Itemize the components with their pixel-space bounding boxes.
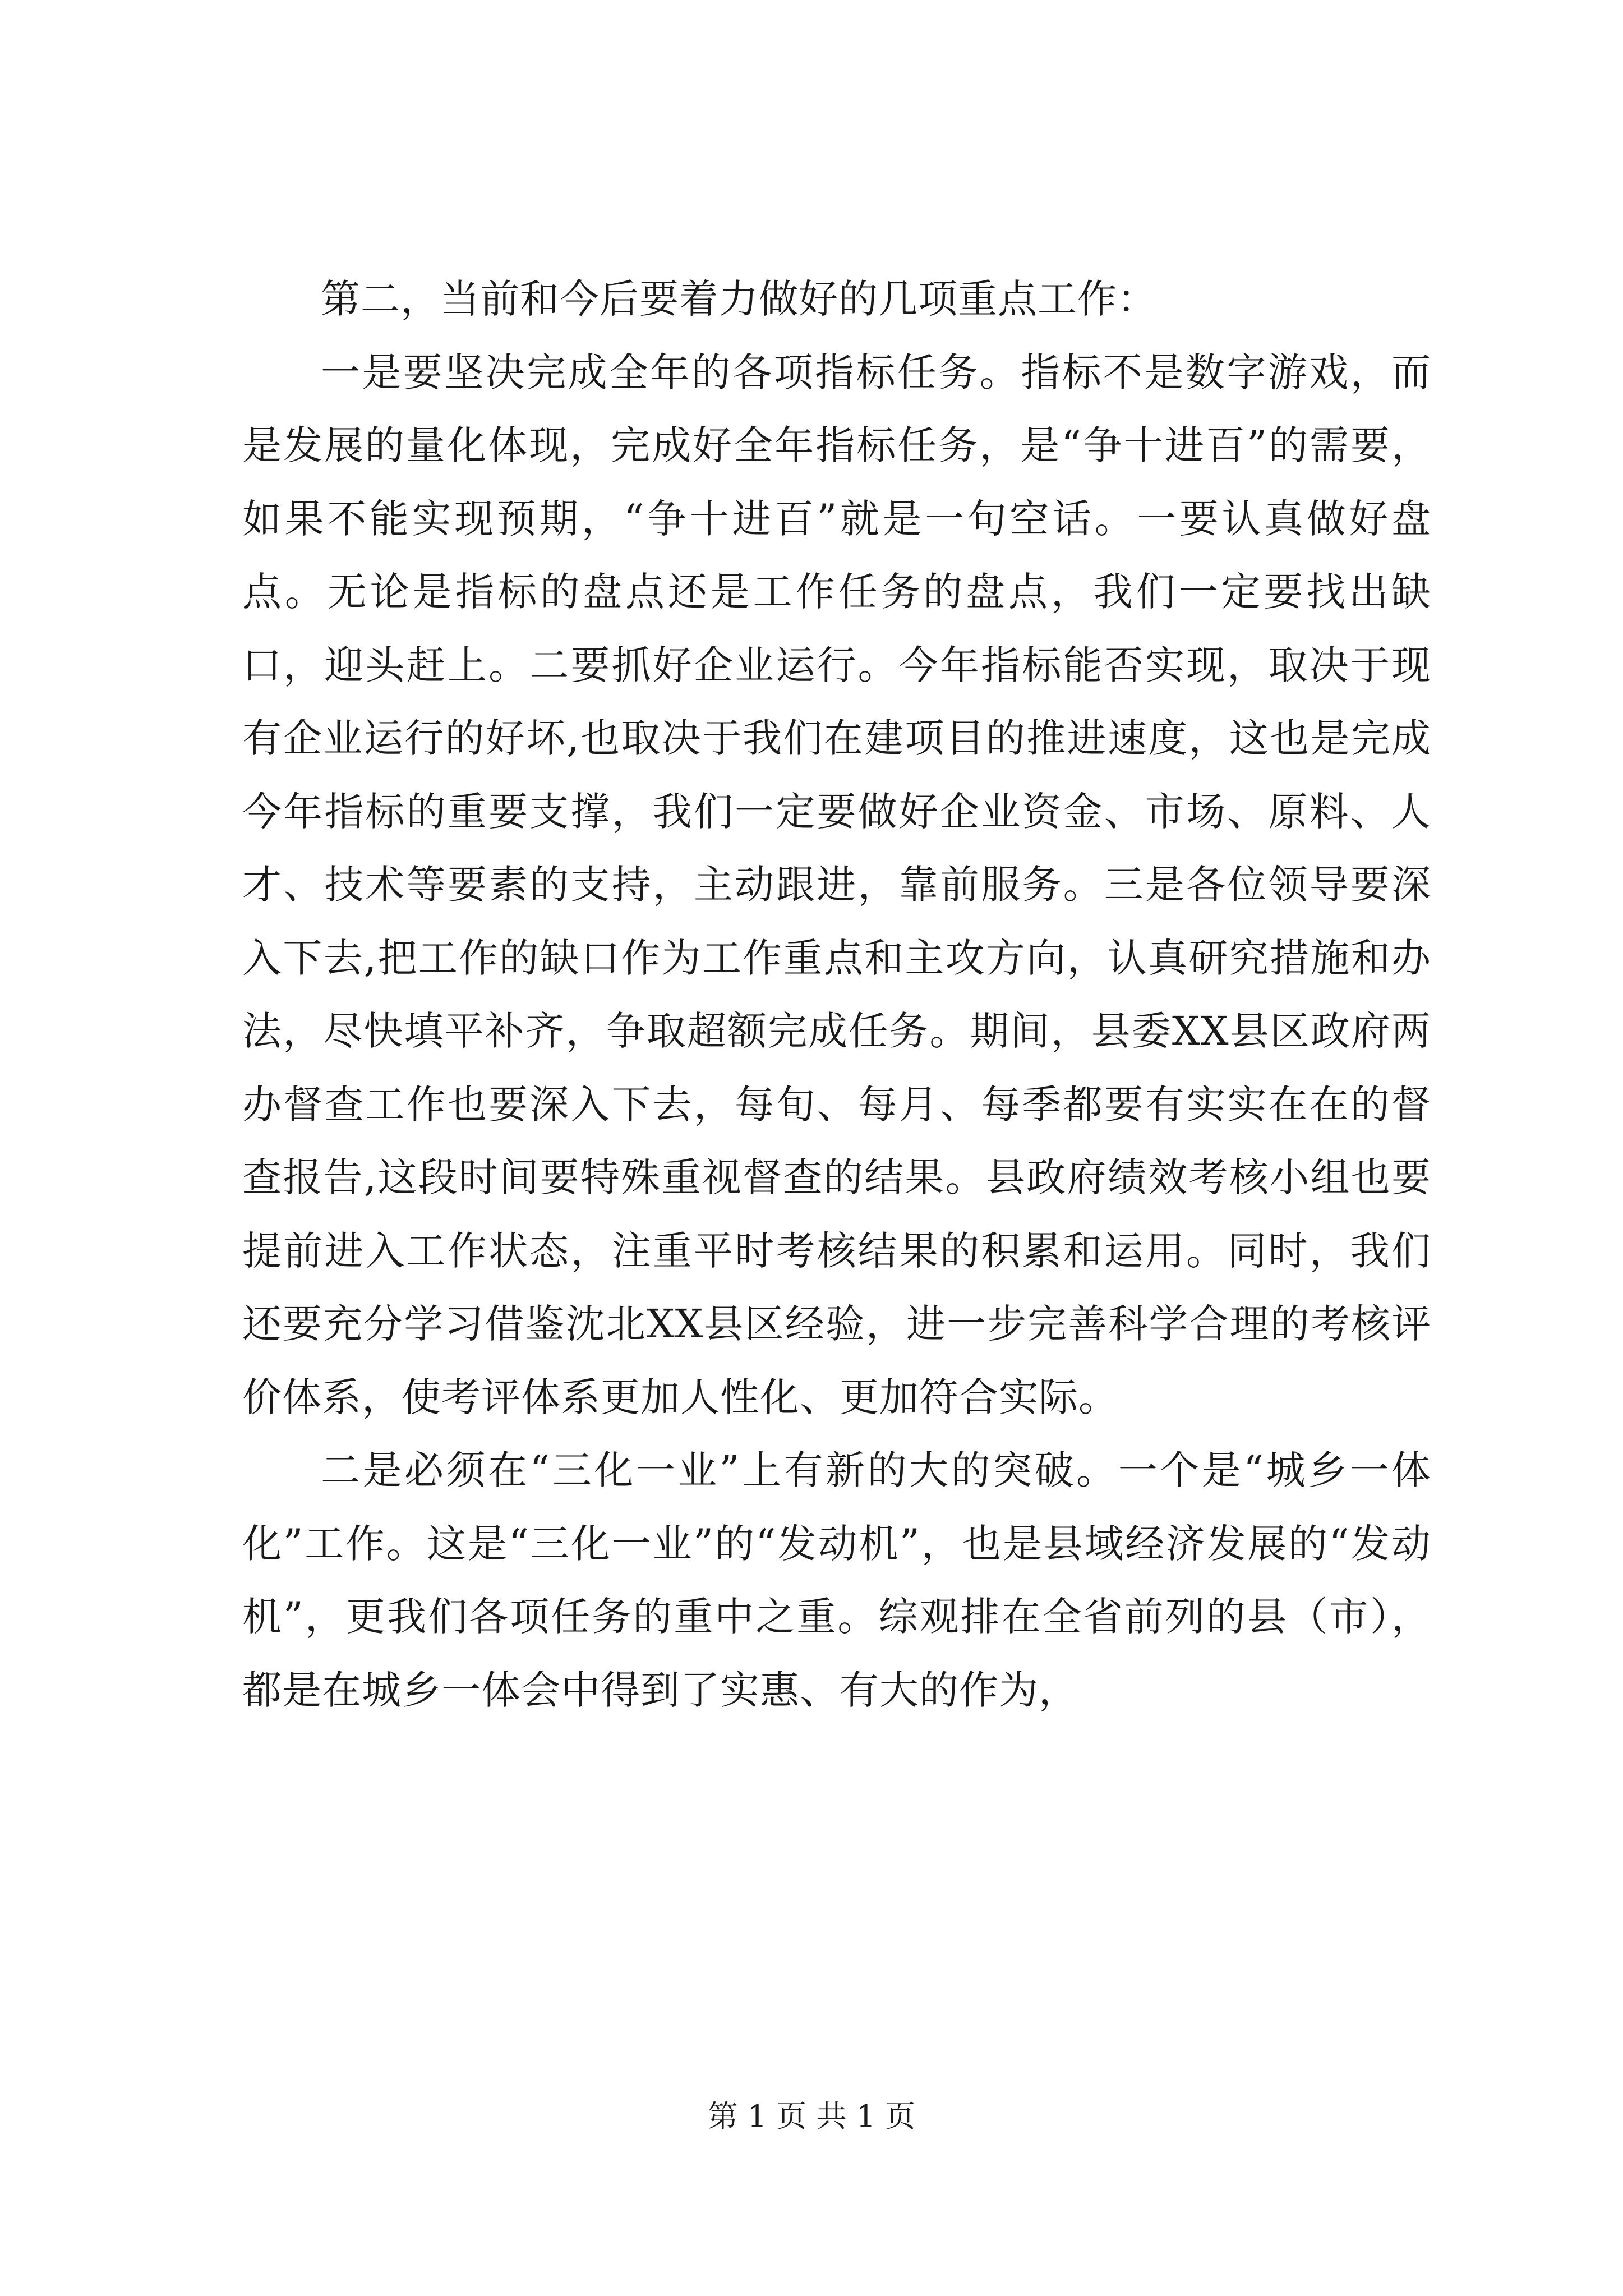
paragraph-breakthrough: 二是必须在“三化一业”上有新的大的突破。一个是“城乡一体化”工作。这是“三化一业”的“发动机”，也是县域经济发展的“发动机”，更我们各项任务的重中之重。综观排在全省前列的县（市），都是在城乡一体会中得到了实惠、有大的作为， xyxy=(242,1447,1431,1713)
page-footer: 第 1 页 共 1 页 xyxy=(707,2099,916,2134)
paragraph-heading: 第二，当前和今后要着力做好的几项重点工作： xyxy=(321,276,1157,322)
paragraph-targets: 一是要坚决完成全年的各项指标任务。指标不是数字游戏，而是发展的量化体现，完成好全年指标任务，是“争十进百”的需要，如果不能实现预期，“争十进百”就是一句空话。一要认真做好盘点。无论是指标的盘点还是工作任务的盘点，我们一定要找出缺口，迎头赶上。二要抓好企业运行。今年指标能否实现，取决于现有企业运行的好坏,也取决于我们在建项目的推进速度，这也是完成今年指标的重要支撑，我们一定要做好企业资金、市场、原料、人才、技术等要素的支持，主动跟进，靠前服务。三是各位领导要深入下去,把工作的缺口作为工作重点和主攻方向，认真研究措施和办法，尽快填平补齐，争取超额完成任务。期间，县委XX县区政府两办督查工作也要深入下去，每旬、每月、每季都要有实实在在的督查报告,这段时间要特殊重视督查的结果。县政府绩效考核小组也要提前进入工作状态，注重平时考核结果的积累和运用。同时，我们还要充分学习借鉴沈北XX县区经验，进一步完善科学合理的考核评价体系，使考评体系更加人性化、更加符合实际。 xyxy=(242,349,1431,1420)
document-body xyxy=(242,263,1431,1727)
